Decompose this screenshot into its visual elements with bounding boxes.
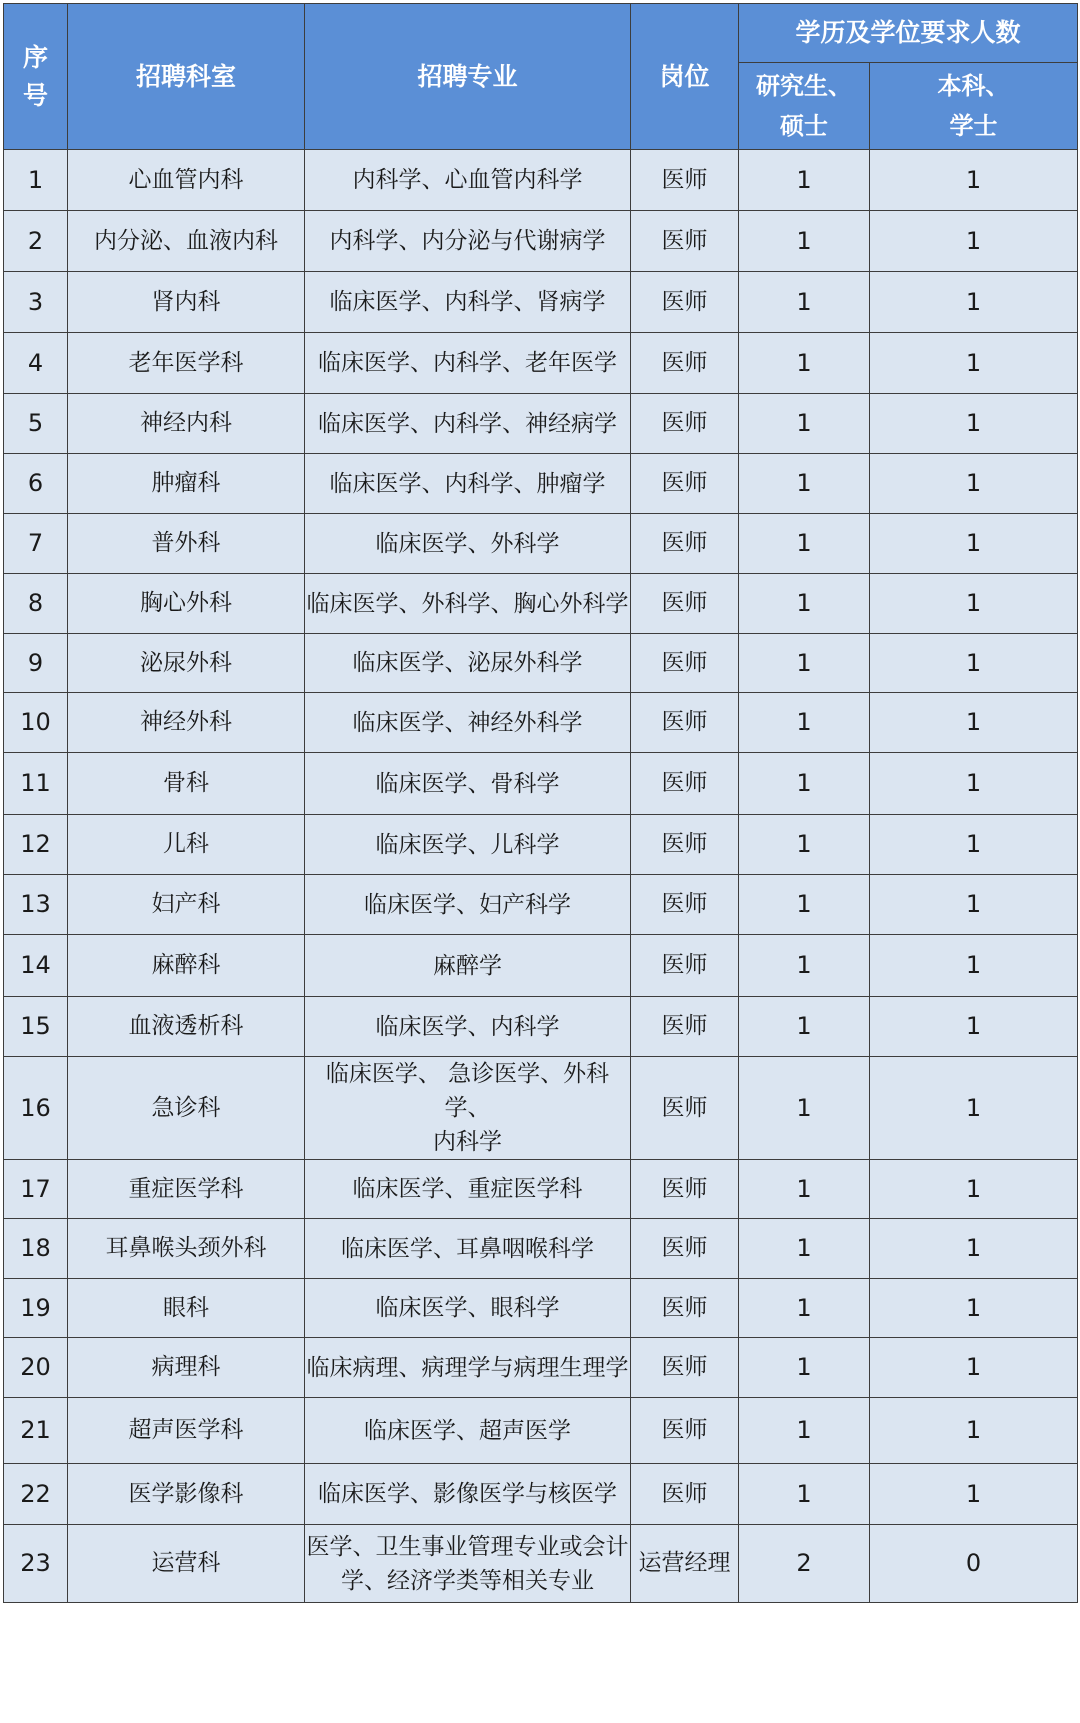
- table-row: [4, 1219, 1078, 1279]
- cell-department: 神经外科: [68, 693, 305, 753]
- cell-seq: 6: [4, 454, 68, 514]
- table-row: [4, 1398, 1078, 1464]
- cell-department: 老年医学科: [68, 333, 305, 394]
- cell-graduate-count: 1: [739, 1279, 870, 1338]
- cell-graduate-count: 1: [739, 1057, 870, 1160]
- cell-bachelor-count: 1: [870, 1338, 1078, 1398]
- cell-position: 医师: [631, 1398, 739, 1464]
- cell-major: 临床医学、影像医学与核医学: [305, 1464, 631, 1525]
- table-row: [4, 574, 1078, 634]
- cell-seq: 20: [4, 1338, 68, 1398]
- cell-bachelor-count: 1: [870, 1398, 1078, 1464]
- cell-bachelor-count: 1: [870, 574, 1078, 634]
- cell-seq: 10: [4, 693, 68, 753]
- cell-major: 临床医学、外科学、胸心外科学: [305, 574, 631, 634]
- cell-department: 胸心外科: [68, 574, 305, 634]
- cell-bachelor-count: 1: [870, 753, 1078, 815]
- cell-position: 医师: [631, 693, 739, 753]
- cell-department: 医学影像科: [68, 1464, 305, 1525]
- cell-graduate-count: 1: [739, 1464, 870, 1525]
- table-row: [4, 211, 1078, 272]
- cell-graduate-count: 1: [739, 1398, 870, 1464]
- cell-seq: 4: [4, 333, 68, 394]
- cell-position: 医师: [631, 753, 739, 815]
- table-row: [4, 997, 1078, 1057]
- cell-department: 妇产科: [68, 875, 305, 935]
- cell-major: 临床医学、内科学、肿瘤学: [305, 454, 631, 514]
- cell-seq: 2: [4, 211, 68, 272]
- cell-bachelor-count: 1: [870, 454, 1078, 514]
- cell-position: 医师: [631, 634, 739, 693]
- cell-position: 医师: [631, 935, 739, 997]
- cell-seq: 15: [4, 997, 68, 1057]
- cell-position: 医师: [631, 875, 739, 935]
- table-row: [4, 1279, 1078, 1338]
- recruitment-table: [3, 3, 1078, 1603]
- cell-seq: 18: [4, 1219, 68, 1279]
- cell-major: 内科学、心血管内科学: [305, 150, 631, 211]
- table-row: [4, 150, 1078, 211]
- cell-bachelor-count: 1: [870, 935, 1078, 997]
- cell-graduate-count: 1: [739, 1160, 870, 1219]
- cell-major: 临床医学、内科学: [305, 997, 631, 1057]
- cell-graduate-count: 1: [739, 815, 870, 875]
- cell-department: 儿科: [68, 815, 305, 875]
- cell-major: 临床医学、儿科学: [305, 815, 631, 875]
- cell-graduate-count: 1: [739, 150, 870, 211]
- cell-major: 医学、卫生事业管理专业或会计 学、经济学类等相关专业: [305, 1525, 631, 1603]
- cell-bachelor-count: 1: [870, 333, 1078, 394]
- cell-department: 重症医学科: [68, 1160, 305, 1219]
- cell-graduate-count: 2: [739, 1525, 870, 1603]
- cell-department: 病理科: [68, 1338, 305, 1398]
- cell-bachelor-count: 1: [870, 693, 1078, 753]
- cell-seq: 3: [4, 272, 68, 333]
- cell-position: 医师: [631, 394, 739, 454]
- cell-seq: 5: [4, 394, 68, 454]
- cell-major: 临床医学、内科学、神经病学: [305, 394, 631, 454]
- cell-department: 急诊科: [68, 1057, 305, 1160]
- recruitment-table-container: [3, 3, 1078, 1603]
- cell-bachelor-count: 1: [870, 815, 1078, 875]
- cell-graduate-count: 1: [739, 875, 870, 935]
- cell-seq: 11: [4, 753, 68, 815]
- cell-major: 临床医学、妇产科学: [305, 875, 631, 935]
- cell-seq: 13: [4, 875, 68, 935]
- cell-department: 肾内科: [68, 272, 305, 333]
- cell-bachelor-count: 1: [870, 272, 1078, 333]
- cell-position: 医师: [631, 211, 739, 272]
- cell-position: 医师: [631, 1219, 739, 1279]
- cell-seq: 19: [4, 1279, 68, 1338]
- cell-department: 内分泌、血液内科: [68, 211, 305, 272]
- cell-department: 骨科: [68, 753, 305, 815]
- cell-seq: 1: [4, 150, 68, 211]
- cell-seq: 8: [4, 574, 68, 634]
- cell-major: 临床医学、内科学、老年医学: [305, 333, 631, 394]
- cell-position: 医师: [631, 333, 739, 394]
- cell-department: 肿瘤科: [68, 454, 305, 514]
- cell-major: 临床医学、超声医学: [305, 1398, 631, 1464]
- cell-position: 医师: [631, 997, 739, 1057]
- table-row: [4, 514, 1078, 574]
- cell-position: 医师: [631, 1464, 739, 1525]
- cell-position: 医师: [631, 150, 739, 211]
- table-row: [4, 1525, 1078, 1603]
- cell-department: 麻醉科: [68, 935, 305, 997]
- table-row: [4, 394, 1078, 454]
- cell-major: 麻醉学: [305, 935, 631, 997]
- cell-bachelor-count: 1: [870, 1160, 1078, 1219]
- header-row-top: [4, 4, 1078, 63]
- cell-position: 医师: [631, 1057, 739, 1160]
- cell-graduate-count: 1: [739, 634, 870, 693]
- cell-department: 血液透析科: [68, 997, 305, 1057]
- cell-department: 神经内科: [68, 394, 305, 454]
- cell-seq: 9: [4, 634, 68, 693]
- table-row: [4, 454, 1078, 514]
- table-row: [4, 272, 1078, 333]
- table-row: [4, 935, 1078, 997]
- cell-bachelor-count: 1: [870, 514, 1078, 574]
- cell-position: 医师: [631, 1338, 739, 1398]
- cell-department: 心血管内科: [68, 150, 305, 211]
- cell-graduate-count: 1: [739, 1338, 870, 1398]
- table-row: [4, 815, 1078, 875]
- table-row: [4, 693, 1078, 753]
- cell-position: 医师: [631, 454, 739, 514]
- cell-major: 临床医学、神经外科学: [305, 693, 631, 753]
- cell-graduate-count: 1: [739, 574, 870, 634]
- header-requirement-group: 学历及学位要求人数: [739, 4, 1078, 63]
- cell-graduate-count: 1: [739, 272, 870, 333]
- table-body: [4, 150, 1078, 1603]
- cell-graduate-count: 1: [739, 394, 870, 454]
- cell-bachelor-count: 1: [870, 1057, 1078, 1160]
- cell-department: 普外科: [68, 514, 305, 574]
- header-department: 招聘科室: [68, 4, 305, 150]
- cell-major: 临床医学、内科学、肾病学: [305, 272, 631, 333]
- cell-position: 医师: [631, 815, 739, 875]
- table-row: [4, 1464, 1078, 1525]
- cell-major: 临床医学、泌尿外科学: [305, 634, 631, 693]
- cell-bachelor-count: 1: [870, 1464, 1078, 1525]
- cell-seq: 16: [4, 1057, 68, 1160]
- cell-position: 医师: [631, 272, 739, 333]
- cell-major: 临床医学、眼科学: [305, 1279, 631, 1338]
- cell-graduate-count: 1: [739, 997, 870, 1057]
- cell-graduate-count: 1: [739, 753, 870, 815]
- cell-department: 眼科: [68, 1279, 305, 1338]
- cell-major: 临床病理、病理学与病理生理学: [305, 1338, 631, 1398]
- cell-graduate-count: 1: [739, 935, 870, 997]
- cell-bachelor-count: 1: [870, 1219, 1078, 1279]
- header-bachelor: 本科、 学士: [870, 63, 1078, 150]
- cell-bachelor-count: 1: [870, 150, 1078, 211]
- cell-position: 医师: [631, 574, 739, 634]
- table-header: [4, 4, 1078, 150]
- table-row: [4, 753, 1078, 815]
- header-position: 岗位: [631, 4, 739, 150]
- cell-seq: 12: [4, 815, 68, 875]
- cell-bachelor-count: 1: [870, 875, 1078, 935]
- cell-graduate-count: 1: [739, 333, 870, 394]
- cell-bachelor-count: 1: [870, 1279, 1078, 1338]
- cell-position: 医师: [631, 514, 739, 574]
- cell-major: 内科学、内分泌与代谢病学: [305, 211, 631, 272]
- cell-department: 泌尿外科: [68, 634, 305, 693]
- cell-graduate-count: 1: [739, 211, 870, 272]
- cell-department: 运营科: [68, 1525, 305, 1603]
- cell-bachelor-count: 0: [870, 1525, 1078, 1603]
- cell-graduate-count: 1: [739, 454, 870, 514]
- cell-graduate-count: 1: [739, 1219, 870, 1279]
- table-row: [4, 1338, 1078, 1398]
- cell-seq: 23: [4, 1525, 68, 1603]
- header-graduate: 研究生、 硕士: [739, 63, 870, 150]
- cell-bachelor-count: 1: [870, 394, 1078, 454]
- cell-seq: 22: [4, 1464, 68, 1525]
- table-row: [4, 1057, 1078, 1160]
- cell-seq: 7: [4, 514, 68, 574]
- cell-seq: 17: [4, 1160, 68, 1219]
- cell-bachelor-count: 1: [870, 997, 1078, 1057]
- cell-position: 医师: [631, 1279, 739, 1338]
- table-row: [4, 333, 1078, 394]
- cell-position: 医师: [631, 1160, 739, 1219]
- cell-major: 临床医学、重症医学科: [305, 1160, 631, 1219]
- table-row: [4, 1160, 1078, 1219]
- cell-graduate-count: 1: [739, 514, 870, 574]
- table-row: [4, 875, 1078, 935]
- cell-major: 临床医学、骨科学: [305, 753, 631, 815]
- cell-seq: 21: [4, 1398, 68, 1464]
- cell-seq: 14: [4, 935, 68, 997]
- cell-department: 耳鼻喉头颈外科: [68, 1219, 305, 1279]
- cell-department: 超声医学科: [68, 1398, 305, 1464]
- cell-major: 临床医学、耳鼻咽喉科学: [305, 1219, 631, 1279]
- cell-bachelor-count: 1: [870, 634, 1078, 693]
- header-major: 招聘专业: [305, 4, 631, 150]
- cell-bachelor-count: 1: [870, 211, 1078, 272]
- cell-graduate-count: 1: [739, 693, 870, 753]
- cell-major: 临床医学、 急诊医学、外科学、 内科学: [305, 1057, 631, 1160]
- cell-major: 临床医学、外科学: [305, 514, 631, 574]
- cell-position: 运营经理: [631, 1525, 739, 1603]
- table-row: [4, 634, 1078, 693]
- header-seq: 序 号: [4, 4, 68, 150]
